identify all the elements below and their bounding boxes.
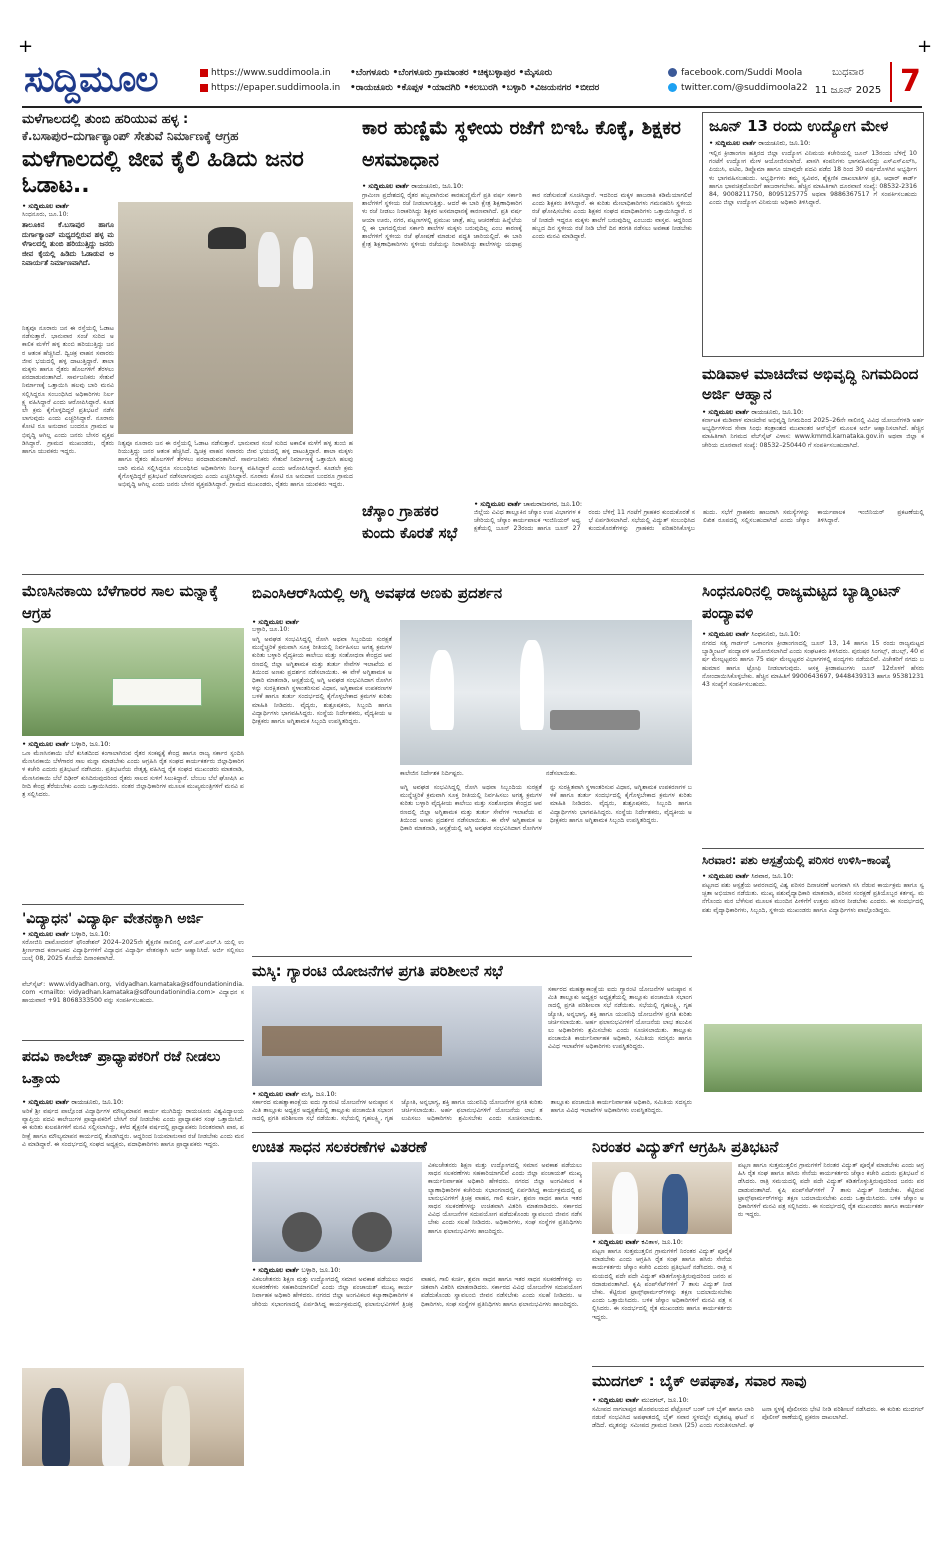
article-body-cont: ಅಗ್ನಿ ಅವಘಡ ಸಂಭವಿಸಿದ್ದಲ್ಲಿ ರೋಗಿ ಅಥವಾ ಸಿಬ್ಬಂದಿಯ ಸುರಕ್ಷತೆ ಮುನ್ನೆಚ್ಚರಿಕೆ ಕ್ರಮವಾಗಿ ಸೂಕ್ತ ರೀತಿಯಲ್ಲಿ ನಿರ್ವಹಿಸಲು ಅಗತ್ಯ ಕ್ರಮಗಳ ಕುರಿತು ಬಳ್ಳಾರಿ ವೈದ್ಯಕೀಯ ಕಾಲೇಜು ಮತ್ತು ಸಂಶೋಧನಾ ಕೇಂದ್ರದ ಆವರಣದಲ್ಲಿ ಜಿಲ್ಲಾ ಅಗ್ನಿಶಾಮಕ ಮತ್ತು ತುರ್ತು ಸೇವೆಗಳ ಇಲಾಖೆಯ ವತಿಯಿಂದ ಅಣಕು ಪ್ರದರ್ಶನ ನಡೆಸಲಾಯಿತು. ಈ ವೇಳೆ ಅಗ್ನಿಶಾಮಕ ಅಧಿಕಾರಿ ಮಾತನಾಡಿ, ಆಸ್ಪತ್ರೆಯಲ್ಲಿ ಅಗ್ನಿ ಅವಘಡ ಸಂಭವಿಸಿದಾಗ ರೋಗಿಗಳನ್ನು ಸುರಕ್ಷಿತವಾಗಿ ಸ್ಥಳಾಂತರಿಸುವ ವಿಧಾನ, ಅಗ್ನಿಶಾಮಕ ಉಪಕರಣಗಳ ಬಳಕೆ ಹಾಗೂ ತುರ್ತು ಸಂದರ್ಭದಲ್ಲಿ ಕೈಗೊಳ್ಳಬೇಕಾದ ಕ್ರಮಗಳ ಕುರಿತು ಮಾಹಿತಿ ನೀಡಿದರು. ವೈದ್ಯರು, ಶುಶ್ರೂಷಕರು, ಸಿಬ್ಬಂದಿ ಹಾಗೂ ವಿದ್ಯಾರ್ಥಿಗಳು ಭಾಗವಹಿಸಿದ್ದರು. ಸಂಸ್ಥೆಯ ನಿರ್ದೇಶಕರು, ವೈದ್ಯಕೀಯ ಅಧೀಕ್ಷಕರು ಹಾಗೂ ಅಗ್ನಿಶಾಮಕ ಸಿಬ್ಬಂದಿ ಉಪಸ್ಥಿತರಿದ್ದರು.: [400, 784, 692, 833]
memorandum-photo: [22, 1368, 244, 1466]
byline: • ಸುದ್ದಿಮೂಲ ವಾರ್ತೆ ರಾಯಚೂರು, ಜೂ.10:: [22, 1098, 124, 1106]
section-divider: [702, 848, 924, 849]
electricity-protest-photo: [592, 1162, 732, 1234]
person-figure: [258, 232, 280, 287]
epaper-link[interactable]: https://epaper.suddimoola.in: [200, 81, 340, 96]
section-divider: [22, 574, 924, 575]
article-body: ಗ್ರಾಮೀಣ ಪ್ರದೇಶದಲ್ಲಿ ರೈತರ ಹಬ್ಬವಾಗಿರುವ ಕಾರಹುಣ್ಣಿಮೆಗೆ ಪ್ರತಿ ವರ್ಷ ಸರ್ಕಾರಿ ಶಾಲೆಗಳಿಗೆ ಸ್ಥಳೀಯ ರಜೆ ನೀಡಲಾಗುತ್ತಿತ್ತು. ಆದರೆ ಈ ಬಾರಿ ಕ್ಷೇತ್ರ ಶಿಕ್ಷಣಾಧಿಕಾರಿಗಳು ರಜೆ ನೀಡಲು ನಿರಾಕರಿಸಿದ್ದು ಶಿಕ್ಷಕರ ಅಸಮಾಧಾನಕ್ಕೆ ಕಾರಣವಾಗಿದೆ. ಪ್ರತಿ ವರ್ಷ ಆಯಾ ಊರು, ನಗರ, ಪಟ್ಟಣಗಳಲ್ಲಿ ಪ್ರಮುಖ ಜಾತ್ರೆ, ಹಬ್ಬ ಆಚರಣೆಯ ಹಿನ್ನೆಲೆಯಲ್ಲಿ ಈ ಭಾಗದಲ್ಲಿರುವ ಸರ್ಕಾರಿ ಶಾಲೆಗಳ ಮಕ್ಕಳು ಬರುವುದಿಲ್ಲ ಎಂಬ ಕಾರಣಕ್ಕೆ ಶಾಲೆಗಳಿಗೆ ಸ್ಥಳೀಯ ರಜೆ ಘೋಷಣೆ ಮಾಡುವ ಪದ್ಧತಿ ಜಾರಿಯಲ್ಲಿದೆ. ಈ ಬಾರಿ ಕ್ಷೇತ್ರ ಶಿಕ್ಷಣಾಧಿಕಾರಿಗಳು ಸ್ಥಳೀಯ ರಜೆಯನ್ನು ನಿರಾಕರಿಸಿದ್ದು ಶಾಲೆಗಳನ್ನು ಯಥಾಪ್ರಕಾರ ನಡೆಸುವಂತೆ ಸೂಚಿಸಿದ್ದಾರೆ. ಇದರಿಂದ ಮಕ್ಕಳ ಹಾಜರಾತಿ ಕಡಿಮೆಯಾಗಲಿದೆ ಎಂದು ಶಿಕ್ಷಕರು ತಿಳಿಸಿದ್ದಾರೆ. ಈ ಕುರಿತು ಮೇಲಾಧಿಕಾರಿಗಳು ಗಮನಹರಿಸಿ ಸ್ಥಳೀಯ ರಜೆ ಘೋಷಿಸಬೇಕು ಎಂದು ಶಿಕ್ಷಕರ ಸಂಘದ ಪದಾಧಿಕಾರಿಗಳು ಒತ್ತಾಯಿಸಿದ್ದಾರೆ. ರಜೆ ನೀಡದೇ ಇದ್ದರೂ ಮಕ್ಕಳು ಶಾಲೆಗೆ ಬರುವುದಿಲ್ಲ ಎಂಬುದು ವಾಸ್ತವ. ಆದ್ದರಿಂದ ಹಬ್ಬದ ದಿನ ಸ್ಥಳೀಯ ರಜೆ ನೀಡಿ ಬೇರೆ ದಿನ ತರಗತಿ ನಡೆಸಲು ಅವಕಾಶ ನೀಡಬೇಕು ಎಂದು ಮನವಿ ಮಾಡಿದ್ದಾರೆ.: [362, 192, 692, 249]
byline: • ಸುದ್ದಿಮೂಲ ವಾರ್ತೆ ಬಳ್ಳಾರಿ, ಜೂ.10:: [252, 1266, 341, 1274]
article-title: ಬಿಎಂಸಿಆರ್‌ಸಿಯಲ್ಲಿ ಅಗ್ನಿ ಅವಘಡ ಅಣಕು ಪ್ರದರ್ಶನ: [252, 584, 503, 602]
article-title: ಪದವಿ ಕಾಲೇಜ್ ಪ್ರಾಧ್ಯಾಪಕರಿಗೆ ರಜೆ ನೀಡಲು ಒತ್ತಾಯ: [22, 1049, 221, 1087]
person-figure: [42, 1388, 70, 1466]
crop-mark-top-left: +: [18, 36, 34, 57]
facebook-icon: [668, 68, 677, 77]
byline: • ಸುದ್ದಿಮೂಲ ವಾರ್ತೆ: [252, 618, 300, 626]
byline: • ಸುದ್ದಿಮೂಲ ವಾರ್ತೆ ಬಳ್ಳಾರಿ, ಜೂ.10:: [22, 740, 111, 748]
section-divider: [252, 1132, 924, 1133]
byline: • ಸುದ್ದಿಮೂಲ ವಾರ್ತೆ ಮಸ್ಕಿ, ಜೂ.10:: [252, 1090, 337, 1098]
facebook-link[interactable]: facebook.com/Suddi Moola: [668, 66, 808, 81]
nurse-figure: [430, 650, 454, 730]
motorbike-figure: [208, 227, 246, 249]
banner: [112, 678, 202, 706]
article-accident: [592, 1370, 924, 1392]
section-divider: [592, 1366, 924, 1367]
article-cescom: [362, 500, 924, 568]
article-body: ನಗರದ ಸತ್ಯ ಗಾರ್ಡನ್ ಒಳಾಂಗಣ ಕ್ರೀಡಾಂಗಣದಲ್ಲಿ ಜೂನ್ 13, 14 ಹಾಗೂ 15 ರಂದು ರಾಜ್ಯಮಟ್ಟದ ಬ್ಯಾಡ್ಮಿಂಟನ್ ಪಂದ್ಯಾವಳಿ ಆಯೋಜಿಸಲಾಗಿದೆ ಎಂದು ಸಂಘಟಕರು ತಿಳಿಸಿದರು. ಪುರುಷರ ಸಿಂಗಲ್ಸ್, ಡಬಲ್ಸ್, 40 ವರ್ಷ ಮೇಲ್ಪಟ್ಟವರು ಹಾಗೂ 75 ವರ್ಷ ಮೇಲ್ಪಟ್ಟವರ ವಿಭಾಗಗಳಲ್ಲಿ ಪಂದ್ಯಗಳು ನಡೆಯಲಿವೆ. ವಿಜೇತರಿಗೆ ನಗದು ಬಹುಮಾನ ಹಾಗೂ ಟ್ರೋಫಿ ನೀಡಲಾಗುವುದು. ಆಸಕ್ತ ಕ್ರೀಡಾಪಟುಗಳು ಜೂನ್ 12ರೊಳಗೆ ಹೆಸರು ನೋಂದಾಯಿಸಿಕೊಳ್ಳಬೇಕು. ಹೆಚ್ಚಿನ ಮಾಹಿತಿಗೆ 9900643697, 9448439313 ಹಾಗೂ 9538123143 ಸಂಖ್ಯೆಗೆ ಸಂಪರ್ಕಿಸಬಹುದು.: [702, 640, 924, 689]
arrow-icon: [200, 84, 208, 92]
byline: • ಸುದ್ದಿಮೂಲ ವಾರ್ತೆ ರಾಯಚೂರು, ಜೂ.10:: [702, 408, 804, 416]
article-body: ಪಟ್ಟಣದ ಪಶು ಆಸ್ಪತ್ರೆಯ ಆವರಣದಲ್ಲಿ ವಿಶ್ವ ಪರಿಸರ ದಿನಾಚರಣೆ ಅಂಗವಾಗಿ ಸಸಿ ನೆಡುವ ಕಾರ್ಯಕ್ರಮ ಹಾಗೂ ಸ್ವಚ್ಛತಾ ಅಭಿಯಾನ ನಡೆಯಿತು. ಮುಖ್ಯ ಪಶುವೈದ್ಯಾಧಿಕಾರಿ ಮಾತನಾಡಿ, ಪರಿಸರ ಸಂರಕ್ಷಣೆ ಪ್ರತಿಯೊಬ್ಬರ ಕರ್ತವ್ಯ. ಮನೆಗೊಂದು ಮರ ಬೆಳೆಸುವ ಮೂಲಕ ಮುಂದಿನ ಪೀಳಿಗೆಗೆ ಉತ್ತಮ ಪರಿಸರ ನೀಡಬೇಕು ಎಂದರು. ಈ ಸಂದರ್ಭದಲ್ಲಿ ಪಶು ವೈದ್ಯಾಧಿಕಾರಿಗಳು, ಸಿಬ್ಬಂದಿ, ಸ್ಥಳೀಯ ಮುಖಂಡರು ಹಾಗೂ ವಿದ್ಯಾರ್ಥಿಗಳು ಪಾಲ್ಗೊಂಡಿದ್ದರು.: [702, 882, 924, 914]
protest-photo: [22, 628, 244, 736]
byline: • ಸುದ್ದಿಮೂಲ ವಾರ್ತೆ: [22, 202, 70, 210]
article-body-bottom: ನಿತ್ಯವೂ ನೂರಾರು ಜನ ಈ ರಸ್ತೆಯಲ್ಲಿ ಓಡಾಟ ನಡೆಸುತ್ತಾರೆ. ಭಾನುವಾರ ಸಂಜೆ ಸುರಿದ ಅಕಾಲಿಕ ಮಳೆಗೆ ಹಳ್ಳ ತುಂಬಿ ಹರಿಯುತ್ತಿದ್ದು ಜನರ ಆತಂಕ ಹೆಚ್ಚಿಸಿದೆ. ದ್ವಿಚಕ್ರ ವಾಹನ ಸವಾರರು ಜೀವ ಭಯದಲ್ಲಿ ಹಳ್ಳ ದಾಟುತ್ತಿದ್ದಾರೆ. ಶಾಲಾ ಮಕ್ಕಳು ಹಾಗೂ ರೈತರು ಹೊಲಗಳಿಗೆ ತೆರಳಲು ಪರದಾಡುವಂತಾಗಿದೆ. ಸಾರ್ವಜನಿಕರು ಸೇತುವೆ ನಿರ್ಮಾಣಕ್ಕೆ ಒತ್ತಾಯಿಸಿ ಹಲವು ಬಾರಿ ಮನವಿ ಸಲ್ಲಿಸಿದ್ದರೂ ಸಂಬಂಧಿಸಿದ ಅಧಿಕಾರಿಗಳು ನಿರ್ಲಕ್ಷ್ಯ ವಹಿಸಿದ್ದಾರೆ ಎಂದು ಆರೋಪಿಸಿದ್ದಾರೆ. ಕೂಡಲೇ ಕ್ರಮ ಕೈಗೊಳ್ಳದಿದ್ದರೆ ಪ್ರತಿಭಟನೆ ನಡೆಸಲಾಗುವುದು ಎಂದು ಎಚ್ಚರಿಸಿದ್ದಾರೆ. ನೂರಾರು ಕೋಟಿ ರೂ ಅನುದಾನ ಬಂದರೂ ಗ್ರಾಮದ ಅಭಿವೃದ್ಧಿ ಆಗಿಲ್ಲ ಎಂದು ಜನರು ಬೇಸರ ವ್ಯಕ್ತಪಡಿಸಿದ್ದಾರೆ. ಗ್ರಾಮದ ಮುಖಂಡರು, ರೈತರು ಹಾಗೂ ಯುವಕರು ಇದ್ದರು.: [118, 440, 353, 489]
article-body: ಸರೋಜಿನಿ ದಾಮೋದರನ್ ಫೌಂಡೇಶನ್ 2024–2025ನೇ ಶೈಕ್ಷಣಿಕ ಸಾಲಿನಲ್ಲಿ ಎಸ್.ಎಸ್.ಎಲ್.ಸಿ ಯಲ್ಲಿ ಉತ್ತೀರ್ಣರಾದ ಕರ್ನಾಟಕದ ವಿದ್ಯಾರ್ಥಿಗಳಿಗೆ ವಿದ್ಯಾಧನ ವಿದ್ಯಾರ್ಥಿ ವೇತನಕ್ಕಾಗಿ ಅರ್ಜಿ ಆಹ್ವಾನಿಸಿದೆ. ಅರ್ಜಿ ಸಲ್ಲಿಸಲು ಜುಲೈ 08, 2025 ಕೊನೆಯ ದಿನಾಂಕವಾಗಿದೆ.: [22, 939, 244, 963]
byline: • ಸುದ್ದಿಮೂಲ ವಾರ್ತೆ ಮುದಗಲ್, ಜೂ.10:: [592, 1396, 689, 1404]
byline: • ಸುದ್ದಿಮೂಲ ವಾರ್ತೆ ಚಾಮರಾಜನಗರ, ಜೂ.10:: [474, 500, 583, 508]
website-link[interactable]: https://www.suddimoola.in: [200, 66, 340, 81]
twitter-link[interactable]: twitter.com/@suddimoola22: [668, 81, 808, 96]
article-title: ಮಸ್ಕಿ: ಗ್ಯಾರಂಟಿ ಯೋಜನೆಗಳ ಪ್ರಗತಿ ಪರಿಶೀಲನೆ ಸಭೆ: [252, 962, 503, 980]
article-maski: [252, 960, 692, 982]
article-madivala: [702, 364, 924, 492]
flood-photo: [118, 202, 353, 434]
article-siravara: [702, 852, 924, 868]
wheelchair: [282, 1212, 322, 1252]
section-divider: [22, 904, 244, 905]
article-title: ಮಡಿವಾಳ ಮಾಚಿದೇವ ಅಭಿವೃದ್ಧಿ ನಿಗಮದಿಂದ ಅರ್ಜಿ ಆಹ್ವಾನ: [702, 365, 919, 403]
article-title: ಜೂನ್ 13 ರಂದು ಉದ್ಯೋಗ ಮೇಳ: [709, 117, 889, 135]
photo-caption-2: ನಡೆಸಲಾಯಿತು.: [546, 770, 577, 777]
article-body-cont: ಸರ್ಕಾರದ ಮಹತ್ವಾಕಾಂಕ್ಷೆಯ ಐದು ಗ್ಯಾರಂಟಿ ಯೋಜನೆಗಳ ಅನುಷ್ಠಾನ ಸಮಿತಿ ತಾಲ್ಲೂಕು ಅಧ್ಯಕ್ಷರ ಅಧ್ಯಕ್ಷತೆಯಲ್ಲಿ ತಾಲ್ಲೂಕು ಪಂಚಾಯಿತಿ ಸಭಾಂಗಣದಲ್ಲಿ ಪ್ರಗತಿ ಪರಿಶೀಲನಾ ಸಭೆ ನಡೆಯಿತು. ಸಭೆಯಲ್ಲಿ ಗೃಹಲಕ್ಷ್ಮಿ, ಗೃಹಜ್ಯೋತಿ, ಅನ್ನಭಾಗ್ಯ, ಶಕ್ತಿ ಹಾಗೂ ಯುವನಿಧಿ ಯೋಜನೆಗಳ ಪ್ರಗತಿ ಕುರಿತು ಚರ್ಚಿಸಲಾಯಿತು. ಅರ್ಹ ಫಲಾನುಭವಿಗಳಿಗೆ ಯೋಜನೆಯ ಲಾಭ ತಲುಪಿಸಲು ಅಧಿಕಾರಿಗಳು ಶ್ರಮಿಸಬೇಕು ಎಂದು ಸೂಚಿಸಲಾಯಿತು. ತಾಲ್ಲೂಕು ಪಂಚಾಯಿತಿ ಕಾರ್ಯನಿರ್ವಾಹಕ ಅಧಿಕಾರಿ, ಸಮಿತಿಯ ಸದಸ್ಯರು ಹಾಗೂ ವಿವಿಧ ಇಲಾಖೆಗಳ ಅಧಿಕಾರಿಗಳು ಉಪಸ್ಥಿತರಿದ್ದರು.: [252, 1099, 692, 1123]
article-electricity: [592, 1136, 924, 1158]
issue-date: 11 ಜೂನ್ 2025: [814, 85, 882, 96]
cities-line-2: •ರಾಯಚೂರು •ಕೊಪ್ಪಳ •ಯಾದಗಿರಿ •ಕಲಬುರಗಿ •ಬಳ್ಳಾರಿ •ವಿಜಯನಗರ •ಬೀದರ: [350, 83, 600, 93]
meeting-photo: [252, 986, 542, 1086]
byline: • ಸುದ್ದಿಮೂಲ ವಾರ್ತೆ ರಾಯಚೂರು, ಜೂ.10:: [362, 182, 464, 190]
byline: • ಸುದ್ದಿಮೂಲ ವಾರ್ತೆ ಬಳ್ಳಾರಿ, ಜೂ.10:: [22, 930, 111, 938]
article-body-cont: ಪಟ್ಟಣ ಹಾಗೂ ಸುತ್ತಮುತ್ತಲಿನ ಗ್ರಾಮಗಳಿಗೆ ನಿರಂತರ ವಿದ್ಯುತ್ ಪೂರೈಕೆ ಮಾಡಬೇಕು ಎಂದು ಆಗ್ರಹಿಸಿ ರೈತ ಸಂಘ ಹಾಗೂ ಹಸಿರು ಸೇನೆಯ ಕಾರ್ಯಕರ್ತರು ಜೆಸ್ಕಾಂ ಕಚೇರಿ ಎದುರು ಪ್ರತಿಭಟನೆ ನಡೆಸಿದರು. ರಾತ್ರಿ ಸಮಯದಲ್ಲಿ ಪದೇ ಪದೇ ವಿದ್ಯುತ್ ಕಡಿತಗೊಳ್ಳುತ್ತಿರುವುದರಿಂದ ಜನರು ಪರದಾಡುವಂತಾಗಿದೆ. ಕೃಷಿ ಪಂಪ್‌ಸೆಟ್‌ಗಳಿಗೆ 7 ತಾಸು ವಿದ್ಯುತ್ ನೀಡಬೇಕು. ಕೆಟ್ಟಿರುವ ಟ್ರಾನ್ಸ್‌ಫಾರ್ಮರ್‌ಗಳನ್ನು ತಕ್ಷಣ ಬದಲಾಯಿಸಬೇಕು ಎಂದು ಒತ್ತಾಯಿಸಿದರು. ಬಳಿಕ ಜೆಸ್ಕಾಂ ಅಧಿಕಾರಿಗಳಿಗೆ ಮನವಿ ಪತ್ರ ಸಲ್ಲಿಸಿದರು. ಈ ಸಂದರ್ಭದಲ್ಲಿ ರೈತ ಮುಖಂಡರು ಹಾಗೂ ಕಾರ್ಯಕರ್ತರು ಇದ್ದರು.: [592, 1248, 732, 1321]
article-body: ಸರ್ಕಾರದ ಮಹತ್ವಾಕಾಂಕ್ಷೆಯ ಐದು ಗ್ಯಾರಂಟಿ ಯೋಜನೆಗಳ ಅನುಷ್ಠಾನ ಸಮಿತಿ ತಾಲ್ಲೂಕು ಅಧ್ಯಕ್ಷರ ಅಧ್ಯಕ್ಷತೆಯಲ್ಲಿ ತಾಲ್ಲೂಕು ಪಂಚಾಯಿತಿ ಸಭಾಂಗಣದಲ್ಲಿ ಪ್ರಗತಿ ಪರಿಶೀಲನಾ ಸಭೆ ನಡೆಯಿತು. ಸಭೆಯಲ್ಲಿ ಗೃಹಲಕ್ಷ್ಮಿ, ಗೃಹಜ್ಯೋತಿ, ಅನ್ನಭಾಗ್ಯ, ಶಕ್ತಿ ಹಾಗೂ ಯುವನಿಧಿ ಯೋಜನೆಗಳ ಪ್ರಗತಿ ಕುರಿತು ಚರ್ಚಿಸಲಾಯಿತು. ಅರ್ಹ ಫಲಾನುಭವಿಗಳಿಗೆ ಯೋಜನೆಯ ಲಾಭ ತಲುಪಿಸಲು ಅಧಿಕಾರಿಗಳು ಶ್ರಮಿಸಬೇಕು ಎಂದು ಸೂಚಿಸಲಾಯಿತು. ತಾಲ್ಲೂಕು ಪಂಚಾಯಿತಿ ಕಾರ್ಯನಿರ್ವಾಹಕ ಅಧಿಕಾರಿ, ಸಮಿತಿಯ ಸದಸ್ಯರು ಹಾಗೂ ವಿವಿಧ ಇಲಾಖೆಗಳ ಅಧಿಕಾರಿಗಳು ಉಪಸ್ಥಿತರಿದ್ದರು.: [548, 986, 692, 1051]
article-body: ಅರಿಕೆ ಶ್ರೀ ವರ್ಷದ ಪಾಲ್ಗೊಂಡ ವಿದ್ಯಾರ್ಥಿಗಳ ಮೌಲ್ಯಮಾಪನ ಕಾರ್ಯ ಮುಗಿದಿದ್ದು ರಾಯಚೂರು ವಿಶ್ವವಿದ್ಯಾಲಯ ವ್ಯಾಪ್ತಿಯ ಪದವಿ ಕಾಲೇಜುಗಳ ಪ್ರಾಧ್ಯಾಪಕರಿಗೆ ಬೇಸಿಗೆ ರಜೆ ನೀಡಬೇಕು ಎಂದು ಪ್ರಾಧ್ಯಾಪಕರ ಸಂಘ ಒತ್ತಾಯಿಸಿದೆ. ಈ ಕುರಿತು ಕುಲಪತಿಗಳಿಗೆ ಮನವಿ ಸಲ್ಲಿಸಲಾಗಿದ್ದು, ಕಳೆದ ಶೈಕ್ಷಣಿಕ ವರ್ಷದಲ್ಲಿ ಪ್ರಾಧ್ಯಾಪಕರು ನಿರಂತರವಾಗಿ ಪಾಠ, ಪರೀಕ್ಷೆ ಹಾಗೂ ಮೌಲ್ಯಮಾಪನ ಕಾರ್ಯದಲ್ಲಿ ತೊಡಗಿದ್ದರು. ಆದ್ದರಿಂದ ನಿಯಮಾನುಸಾರ ರಜೆ ನೀಡಬೇಕು ಎಂದು ಮನವಿ ಮಾಡಿದ್ದಾರೆ. ಈ ಸಂದರ್ಭದಲ್ಲಿ ಸಂಘದ ಅಧ್ಯಕ್ಷರು, ಪದಾಧಿಕಾರಿಗಳು ಹಾಗೂ ಪ್ರಾಧ್ಯಾಪಕರು ಇದ್ದರು.: [22, 1108, 244, 1148]
masthead-rule: [22, 106, 922, 108]
article-vidyadhan: [22, 908, 244, 1015]
wheelchair: [352, 1212, 392, 1252]
article-body: ಜಿಲ್ಲೆಯ ವಿವಿಧ ತಾಲ್ಲೂಕಿನ ಚೆಸ್ಕಾಂ ಉಪ ವಿಭಾಗಗಳ ಕಚೇರಿಯಲ್ಲಿ ಚೆಸ್ಕಾಂ ಕಾರ್ಯಪಾಲಕ ಇಂಜಿನಿಯರ್ ಅಧ್ಯಕ್ಷತೆಯಲ್ಲಿ ಜೂನ್ 23ರಂದು ಹಾಗೂ ಜೂನ್ 27ರಂದು ಬೆಳಿಗ್ಗೆ 11 ಗಂಟೆಗೆ ಗ್ರಾಹಕರ ಕುಂದುಕೊರತೆ ಸಭೆ ಏರ್ಪಡಿಸಲಾಗಿದೆ. ಸಭೆಯಲ್ಲಿ ವಿದ್ಯುತ್ ಸಂಬಂಧಿಸಿದ ಕುಂದುಕೊರತೆಗಳನ್ನು ಗ್ರಾಹಕರು ಪರಿಹರಿಸಿಕೊಳ್ಳಬಹುದು. ಸಭೆಗೆ ಗ್ರಾಹಕರು ಹಾಜರಾಗಿ ಸಮಸ್ಯೆಗಳನ್ನು ಲಿಖಿತ ರೂಪದಲ್ಲಿ ಸಲ್ಲಿಸಬಹುದಾಗಿದೆ ಎಂದು ಚೆಸ್ಕಾಂ ಕಾರ್ಯಪಾಲಕ ಇಂಜಿನಿಯರ್ ಪ್ರಕಟಣೆಯಲ್ಲಿ ತಿಳಿಸಿದ್ದಾರೆ.: [474, 509, 924, 533]
contact-info: ವೆಬ್‌ಸೈಟ್: www.vidyadhan.org, vidyadhan.kamataka@sdfoundationindia.com <mailto: vidyadhan.kamataka@sdfoundationindia.com> ವಿದ್ಯಾಧನ ಸಹಾಯವಾಣಿ +91 8068333500 ವನ್ನು ಸಂಪರ್ಕಿಸಬಹುದು.: [22, 981, 244, 1005]
article-lead: ತಾಲೂಕಿನ ಕೆ.ಬಸಾಪುರ ಹಾಗೂ ದುರ್ಗಾಕ್ಯಾಂಪ್ ಮಧ್ಯದಲ್ಲಿರುವ ಹಳ್ಳ ಮಳೆಗಾಲದಲ್ಲಿ ತುಂಬಿ ಹರಿಯುತ್ತಿದ್ದು ಜನರು ಜೀವ ಕೈಯಲ್ಲಿ ಹಿಡಿದು ಓಡಾಡುವ ಅನಿವಾರ್ಯತೆ ನಿರ್ಮಾಣವಾಗಿದೆ.: [22, 221, 114, 267]
byline: • ಸುದ್ದಿಮೂಲ ವಾರ್ತೆ ಕವಿತಾಳ, ಜೂ.10:: [592, 1238, 683, 1246]
arrow-icon: [200, 69, 208, 77]
nurse-figure: [520, 640, 544, 730]
masthead-cities: [350, 66, 599, 96]
dateline: ಬಳ್ಳಾರಿ, ಜೂ.10:: [252, 626, 290, 633]
person-figure: [293, 237, 313, 289]
date-box: [808, 64, 888, 100]
article-kicker-2: ಕೆ.ಬಸಾಪುರ–ದುರ್ಗಾಕ್ಯಾಂಪ್ ಸೇತುವೆ ನಿರ್ಮಾಣಕ್ಕೆ ಆಗ್ರಹ: [22, 128, 239, 143]
twitter-icon: [668, 83, 677, 92]
masthead-logo: ಸುದ್ದಿಮೂಲ: [24, 59, 158, 100]
crop-mark-top-right: +: [917, 36, 933, 57]
article-body: ಅಗ್ನಿ ಅವಘಡ ಸಂಭವಿಸಿದ್ದಲ್ಲಿ ರೋಗಿ ಅಥವಾ ಸಿಬ್ಬಂದಿಯ ಸುರಕ್ಷತೆ ಮುನ್ನೆಚ್ಚರಿಕೆ ಕ್ರಮವಾಗಿ ಸೂಕ್ತ ರೀತಿಯಲ್ಲಿ ನಿರ್ವಹಿಸಲು ಅಗತ್ಯ ಕ್ರಮಗಳ ಕುರಿತು ಬಳ್ಳಾರಿ ವೈದ್ಯಕೀಯ ಕಾಲೇಜು ಮತ್ತು ಸಂಶೋಧನಾ ಕೇಂದ್ರದ ಆವರಣದಲ್ಲಿ ಜಿಲ್ಲಾ ಅಗ್ನಿಶಾಮಕ ಮತ್ತು ತುರ್ತು ಸೇವೆಗಳ ಇಲಾಖೆಯ ವತಿಯಿಂದ ಅಣಕು ಪ್ರದರ್ಶನ ನಡೆಸಲಾಯಿತು. ಈ ವೇಳೆ ಅಗ್ನಿಶಾಮಕ ಅಧಿಕಾರಿ ಮಾತನಾಡಿ, ಆಸ್ಪತ್ರೆಯಲ್ಲಿ ಅಗ್ನಿ ಅವಘಡ ಸಂಭವಿಸಿದಾಗ ರೋಗಿಗಳನ್ನು ಸುರಕ್ಷಿತವಾಗಿ ಸ್ಥಳಾಂತರಿಸುವ ವಿಧಾನ, ಅಗ್ನಿಶಾಮಕ ಉಪಕರಣಗಳ ಬಳಕೆ ಹಾಗೂ ತುರ್ತು ಸಂದರ್ಭದಲ್ಲಿ ಕೈಗೊಳ್ಳಬೇಕಾದ ಕ್ರಮಗಳ ಕುರಿತು ಮಾಹಿತಿ ನೀಡಿದರು. ವೈದ್ಯರು, ಶುಶ್ರೂಷಕರು, ಸಿಬ್ಬಂದಿ ಹಾಗೂ ವಿದ್ಯಾರ್ಥಿಗಳು ಭಾಗವಹಿಸಿದ್ದರು. ಸಂಸ್ಥೆಯ ನಿರ್ದೇಶಕರು, ವೈದ್ಯಕೀಯ ಅಧೀಕ್ಷಕರು ಹಾಗೂ ಅಗ್ನಿಶಾಮಕ ಸಿಬ್ಬಂದಿ ಉಪಸ್ಥಿತರಿದ್ದರು.: [252, 636, 392, 726]
article-body: ವಿಕಲಚೇತನರು ಶಿಕ್ಷಣ ಮತ್ತು ಉದ್ಯೋಗದಲ್ಲಿ ಸಮಾನ ಅವಕಾಶ ಪಡೆಯಲು ಸಾಧನ ಸಲಕರಣೆಗಳು ಸಹಕಾರಿಯಾಗಲಿವೆ ಎಂದು ಜಿಲ್ಲಾ ಪಂಚಾಯತ್ ಮುಖ್ಯ ಕಾರ್ಯನಿರ್ವಾಹಕ ಅಧಿಕಾರಿ ಹೇಳಿದರು. ನಗರದ ಜಿಲ್ಲಾ ಅಂಗವಿಕಲರ ಕಲ್ಯಾಣಾಧಿಕಾರಿಗಳ ಕಚೇರಿಯ ಸಭಾಂಗಣದಲ್ಲಿ ಏರ್ಪಡಿಸಿದ್ದ ಕಾರ್ಯಕ್ರಮದಲ್ಲಿ ಫಲಾನುಭವಿಗಳಿಗೆ ತ್ರಿಚಕ್ರ ವಾಹನ, ಗಾಲಿ ಕುರ್ಚಿ, ಶ್ರವಣ ಸಾಧನ ಹಾಗೂ ಇತರ ಸಾಧನ ಸಲಕರಣೆಗಳನ್ನು ಉಚಿತವಾಗಿ ವಿತರಿಸಿ ಮಾತನಾಡಿದರು. ಸರ್ಕಾರದ ವಿವಿಧ ಯೋಜನೆಗಳ ಸದುಪಯೋಗ ಪಡೆದುಕೊಂಡು ಸ್ವಾವಲಂಬಿ ಜೀವನ ನಡೆಸಬೇಕು ಎಂದು ಸಲಹೆ ನೀಡಿದರು. ಅಧಿಕಾರಿಗಳು, ಸಂಘ ಸಂಸ್ಥೆಗಳ ಪ್ರತಿನಿಧಿಗಳು ಹಾಗೂ ಫಲಾನುಭವಿಗಳು ಹಾಜರಿದ್ದರು.: [428, 1162, 582, 1235]
article-body: ಕರ್ನಾಟಕ ಮಡಿವಾಳ ಮಾಚಿದೇವ ಅಭಿವೃದ್ಧಿ ನಿಗಮದಿಂದ 2025–26ನೇ ಸಾಲಿನಲ್ಲಿ ವಿವಿಧ ಯೋಜನೆಗಳಡಿ ಅರ್ಹ ಅಭ್ಯರ್ಥಿಗಳಿಂದ ಸೇವಾ ಸಿಂಧು ತಂತ್ರಾಂಶದ ಮುಖಾಂತರ ಆನ್‌ಲೈನ್ ಮೂಲಕ ಅರ್ಜಿ ಆಹ್ವಾನಿಸಲಾಗಿದೆ. ಹೆಚ್ಚಿನ ಮಾಹಿತಿಗಾಗಿ ನಿಗಮದ ವೆಬ್‌ಸೈಟ್ ವಿಳಾಸ: www.kmmd.karnataka.gov.in ಅಥವಾ ಜಿಲ್ಲಾ ಕಚೇರಿಯ ದೂರವಾಣಿ ಸಂಖ್ಯೆ: 08532–250440 ಗೆ ಸಂಪರ್ಕಿಸಬಹುದಾಗಿದೆ.: [702, 417, 924, 449]
social-links: [668, 66, 808, 96]
dateline: ಸಿಂಧನೂರು, ಜೂ.10:: [22, 211, 69, 218]
byline: • ಸುದ್ದಿಮೂಲ ವಾರ್ತೆ ಸಿಂಧನೂರು, ಜೂ.10:: [702, 630, 801, 638]
weekday: ಬುಧವಾರ: [832, 67, 864, 78]
cities-line-1: •ಬೆಂಗಳೂರು •ಬೆಂಗಳೂರು ಗ್ರಾಮಾಂತರ •ಚಿಕ್ಕಬಳ್ಳಾಪುರ •ಮೈಸೂರು: [350, 68, 553, 78]
section-divider: [252, 956, 692, 957]
photo-caption: ಕಾಲೇಜಿನ ನಿರ್ದೇಶಕ ನಿರ್ದಿಷ್ಟರು.: [400, 770, 464, 777]
article-holiday: [362, 112, 692, 176]
article-jobfair: [702, 112, 924, 357]
article-bmcrc: [252, 580, 692, 606]
person-figure: [612, 1172, 638, 1234]
article-body-cont: ವಿಕಲಚೇತನರು ಶಿಕ್ಷಣ ಮತ್ತು ಉದ್ಯೋಗದಲ್ಲಿ ಸಮಾನ ಅವಕಾಶ ಪಡೆಯಲು ಸಾಧನ ಸಲಕರಣೆಗಳು ಸಹಕಾರಿಯಾಗಲಿವೆ ಎಂದು ಜಿಲ್ಲಾ ಪಂಚಾಯತ್ ಮುಖ್ಯ ಕಾರ್ಯನಿರ್ವಾಹಕ ಅಧಿಕಾರಿ ಹೇಳಿದರು. ನಗರದ ಜಿಲ್ಲಾ ಅಂಗವಿಕಲರ ಕಲ್ಯಾಣಾಧಿಕಾರಿಗಳ ಕಚೇರಿಯ ಸಭಾಂಗಣದಲ್ಲಿ ಏರ್ಪಡಿಸಿದ್ದ ಕಾರ್ಯಕ್ರಮದಲ್ಲಿ ಫಲಾನುಭವಿಗಳಿಗೆ ತ್ರಿಚಕ್ರ ವಾಹನ, ಗಾಲಿ ಕುರ್ಚಿ, ಶ್ರವಣ ಸಾಧನ ಹಾಗೂ ಇತರ ಸಾಧನ ಸಲಕರಣೆಗಳನ್ನು ಉಚಿತವಾಗಿ ವಿತರಿಸಿ ಮಾತನಾಡಿದರು. ಸರ್ಕಾರದ ವಿವಿಧ ಯೋಜನೆಗಳ ಸದುಪಯೋಗ ಪಡೆದುಕೊಂಡು ಸ್ವಾವಲಂಬಿ ಜೀವನ ನಡೆಸಬೇಕು ಎಂದು ಸಲಹೆ ನೀಡಿದರು. ಅಧಿಕಾರಿಗಳು, ಸಂಘ ಸಂಸ್ಥೆಗಳ ಪ್ರತಿನಿಧಿಗಳು ಹಾಗೂ ಫಲಾನುಭವಿಗಳು ಹಾಜರಿದ್ದರು.: [252, 1276, 582, 1308]
section-divider: [22, 1040, 244, 1041]
article-title: ಕಾರ ಹುಣ್ಣಿಮೆ ಸ್ಥಳೀಯ ರಜೆಗೆ ಬಿಇಓ ಕೊಕ್ಕೆ, ಶಿಕ್ಷಕರ ಅಸಮಾಧಾನ: [362, 117, 681, 171]
article-badminton: [702, 580, 924, 624]
article-body: ನಿತ್ಯವೂ ನೂರಾರು ಜನ ಈ ರಸ್ತೆಯಲ್ಲಿ ಓಡಾಟ ನಡೆಸುತ್ತಾರೆ. ಭಾನುವಾರ ಸಂಜೆ ಸುರಿದ ಅಕಾಲಿಕ ಮಳೆಗೆ ಹಳ್ಳ ತುಂಬಿ ಹರಿಯುತ್ತಿದ್ದು ಜನರ ಆತಂಕ ಹೆಚ್ಚಿಸಿದೆ. ದ್ವಿಚಕ್ರ ವಾಹನ ಸವಾರರು ಜೀವ ಭಯದಲ್ಲಿ ಹಳ್ಳ ದಾಟುತ್ತಿದ್ದಾರೆ. ಶಾಲಾ ಮಕ್ಕಳು ಹಾಗೂ ರೈತರು ಹೊಲಗಳಿಗೆ ತೆರಳಲು ಪರದಾಡುವಂತಾಗಿದೆ. ಸಾರ್ವಜನಿಕರು ಸೇತುವೆ ನಿರ್ಮಾಣಕ್ಕೆ ಒತ್ತಾಯಿಸಿ ಹಲವು ಬಾರಿ ಮನವಿ ಸಲ್ಲಿಸಿದ್ದರೂ ಸಂಬಂಧಿಸಿದ ಅಧಿಕಾರಿಗಳು ನಿರ್ಲಕ್ಷ್ಯ ವಹಿಸಿದ್ದಾರೆ ಎಂದು ಆರೋಪಿಸಿದ್ದಾರೆ. ಕೂಡಲೇ ಕ್ರಮ ಕೈಗೊಳ್ಳದಿದ್ದರೆ ಪ್ರತಿಭಟನೆ ನಡೆಸಲಾಗುವುದು ಎಂದು ಎಚ್ಚರಿಸಿದ್ದಾರೆ. ನೂರಾರು ಕೋಟಿ ರೂ ಅನುದಾನ ಬಂದರೂ ಗ್ರಾಮದ ಅಭಿವೃದ್ಧಿ ಆಗಿಲ್ಲ ಎಂದು ಜನರು ಬೇಸರ ವ್ಯಕ್ತಪಡಿಸಿದ್ದಾರೆ. ಗ್ರಾಮದ ಮುಖಂಡರು, ರೈತರು ಹಾಗೂ ಯುವಕರು ಇದ್ದರು.: [22, 325, 114, 456]
article-title: ಮಳೆಗಾಲದಲ್ಲಿ ಜೀವ ಕೈಲಿ ಹಿಡಿದು ಜನರ ಓಡಾಟ..: [22, 146, 304, 198]
tree-planting-photo: [704, 1024, 922, 1092]
article-title: ಉಚಿತ ಸಾಧನ ಸಲಕರಣೆಗಳ ವಿತರಣೆ: [252, 1138, 427, 1156]
meeting-table: [262, 1026, 442, 1056]
masthead-links: [200, 66, 340, 96]
article-chilli: [22, 580, 244, 624]
stretcher: [550, 710, 640, 730]
article-college: [22, 1046, 244, 1090]
person-figure: [162, 1386, 190, 1466]
article-body: ಇಲ್ಲಿನ ಕ್ರೀಡಾಂಗಣ ಹತ್ತಿರದ ಜಿಲ್ಲಾ ಉದ್ಯೋಗ ವಿನಿಮಯ ಕಚೇರಿಯಲ್ಲಿ ಜೂನ್ 13ರಂದು ಬೆಳಿಗ್ಗೆ 10 ಗಂಟೆಗೆ ಉದ್ಯೋಗ ಮೇಳ ಆಯೋಜಿಸಲಾಗಿದೆ. ಖಾಸಗಿ ಕಂಪನಿಗಳು ಭಾಗವಹಿಸಲಿದ್ದು ಎಸ್ಎಸ್ಎಲ್‌ಸಿ, ಪಿಯುಸಿ, ಐಟಿಐ, ಡಿಪ್ಲೊಮಾ ಹಾಗೂ ಯಾವುದೇ ಪದವಿ ಪಡೆದ 18 ರಿಂದ 30 ವರ್ಷದೊಳಗಿನ ಅಭ್ಯರ್ಥಿಗಳು ಭಾಗವಹಿಸಬಹುದು. ಅಭ್ಯರ್ಥಿಗಳು ತಮ್ಮ ಸ್ವವಿವರ, ಶೈಕ್ಷಣಿಕ ದಾಖಲಾತಿಗಳ ಪ್ರತಿ, ಆಧಾರ್ ಕಾರ್ಡ್ ಹಾಗೂ ಭಾವಚಿತ್ರದೊಂದಿಗೆ ಹಾಜರಾಗಬೇಕು. ಹೆಚ್ಚಿನ ಮಾಹಿತಿಗಾಗಿ ದೂರವಾಣಿ ಸಂಖ್ಯೆ: 08532-231684, 9008211750, 8095125775 ಅಥವಾ 9886367517 ಗೆ ಸಂಪರ್ಕಿಸಬಹುದು ಎಂದು ಜಿಲ್ಲಾ ಉದ್ಯೋಗ ವಿನಿಮಯ ಅಧಿಕಾರಿ ತಿಳಿಸಿದ್ದಾರೆ.: [709, 150, 917, 207]
article-body: ಪಟ್ಟಣ ಹಾಗೂ ಸುತ್ತಮುತ್ತಲಿನ ಗ್ರಾಮಗಳಿಗೆ ನಿರಂತರ ವಿದ್ಯುತ್ ಪೂರೈಕೆ ಮಾಡಬೇಕು ಎಂದು ಆಗ್ರಹಿಸಿ ರೈತ ಸಂಘ ಹಾಗೂ ಹಸಿರು ಸೇನೆಯ ಕಾರ್ಯಕರ್ತರು ಜೆಸ್ಕಾಂ ಕಚೇರಿ ಎದುರು ಪ್ರತಿಭಟನೆ ನಡೆಸಿದರು. ರಾತ್ರಿ ಸಮಯದಲ್ಲಿ ಪದೇ ಪದೇ ವಿದ್ಯುತ್ ಕಡಿತಗೊಳ್ಳುತ್ತಿರುವುದರಿಂದ ಜನರು ಪರದಾಡುವಂತಾಗಿದೆ. ಕೃಷಿ ಪಂಪ್‌ಸೆಟ್‌ಗಳಿಗೆ 7 ತಾಸು ವಿದ್ಯುತ್ ನೀಡಬೇಕು. ಕೆಟ್ಟಿರುವ ಟ್ರಾನ್ಸ್‌ಫಾರ್ಮರ್‌ಗಳನ್ನು ತಕ್ಷಣ ಬದಲಾಯಿಸಬೇಕು ಎಂದು ಒತ್ತಾಯಿಸಿದರು. ಬಳಿಕ ಜೆಸ್ಕಾಂ ಅಧಿಕಾರಿಗಳಿಗೆ ಮನವಿ ಪತ್ರ ಸಲ್ಲಿಸಿದರು. ಈ ಸಂದರ್ಭದಲ್ಲಿ ರೈತ ಮುಖಂಡರು ಹಾಗೂ ಕಾರ್ಯಕರ್ತರು ಇದ್ದರು.: [738, 1162, 924, 1219]
article-title: ಮುದಗಲ್ : ಬೈಕ್ ಅಪಘಾತ, ಸವಾರ ಸಾವು: [592, 1372, 807, 1390]
byline: • ಸುದ್ದಿಮೂಲ ವಾರ್ತೆ ಸಿರವಾರ, ಜೂ.10:: [702, 872, 794, 880]
article-title: 'ವಿದ್ಯಾಧನ' ವಿದ್ಯಾರ್ಥಿ ವೇತನಕ್ಕಾಗಿ ಅರ್ಜಿ: [22, 911, 204, 927]
article-title: ಚೆಸ್ಕಾಂ ಗ್ರಾಹಕರ ಕುಂದು ಕೊರತೆ ಸಭೆ: [362, 502, 458, 542]
wheelchair-distribution-photo: [252, 1162, 422, 1262]
article-body: ಸಮೀಪದ ನಾಗಲಾಪುರ ಹೊರವಲಯದ ಪೆಟ್ರೋಲ್ ಬಂಕ್ ಬಳಿ ಬೈಕ್ ಹಾಗೂ ಲಾರಿ ನಡುವೆ ಸಂಭವಿಸಿದ ಅಪಘಾತದಲ್ಲಿ ಬೈಕ್ ಸವಾರ ಸ್ಥಳದಲ್ಲೇ ಮೃತಪಟ್ಟ ಘಟನೆ ನಡೆದಿದೆ. ಮೃತನನ್ನು ಸಮೀಪದ ಗ್ರಾಮದ ನಿವಾಸಿ (25) ಎಂದು ಗುರುತಿಸಲಾಗಿದೆ. ಘಟನಾ ಸ್ಥಳಕ್ಕೆ ಪೊಲೀಸರು ಭೇಟಿ ನೀಡಿ ಪರಿಶೀಲನೆ ನಡೆಸಿದರು. ಈ ಕುರಿತು ಮುದಗಲ್ ಪೊಲೀಸ್ ಠಾಣೆಯಲ್ಲಿ ಪ್ರಕರಣ ದಾಖಲಾಗಿದೆ.: [592, 1406, 924, 1430]
article-title: ನಿರಂತರ ವಿದ್ಯುತ್‌ಗೆ ಆಗ್ರಹಿಸಿ ಪ್ರತಿಭಟನೆ: [592, 1138, 779, 1156]
article-kicker: ಮಳೆಗಾಲದಲ್ಲಿ ತುಂಬಿ ಹರಿಯುವ ಹಳ್ಳ :: [22, 112, 189, 127]
person-figure: [662, 1174, 688, 1234]
article-body: ಒಣ ಮೆಣಸಿನಕಾಯಿ ಬೆಲೆ ಕುಸಿತದಿಂದ ಕಂಗಾಲಾಗಿರುವ ರೈತರ ಸಂಕಷ್ಟಕ್ಕೆ ಕೇಂದ್ರ ಹಾಗೂ ರಾಜ್ಯ ಸರ್ಕಾರ ಸ್ಪಂದಿಸಿ ಮೆಣಸಿನಕಾಯಿ ಬೆಳೆಗಾರರ ಸಾಲ ಮನ್ನಾ ಮಾಡಬೇಕು ಎಂದು ಆಗ್ರಹಿಸಿ ರೈತ ಸಂಘದ ಕಾರ್ಯಕರ್ತರು ಜಿಲ್ಲಾಧಿಕಾರಿಗಳ ಕಚೇರಿ ಎದುರು ಪ್ರತಿಭಟನೆ ನಡೆಸಿದರು. ಪ್ರತಿಭಟನೆಯ ನೇತೃತ್ವ ವಹಿಸಿದ್ದ ರೈತ ಸಂಘದ ಮುಖಂಡರು ಮಾತನಾಡಿ, ಮೆಣಸಿನಕಾಯಿ ಬೆಲೆ ದಿಢೀರ್ ಕುಸಿದಿರುವುದರಿಂದ ರೈತರು ಸಾಲದ ಸುಳಿಗೆ ಸಿಲುಕಿದ್ದಾರೆ. ಬೆಂಬಲ ಬೆಲೆ ಘೋಷಿಸಿ ಖರೀದಿ ಕೇಂದ್ರ ತೆರೆಯಬೇಕು ಎಂದು ಒತ್ತಾಯಿಸಿದರು. ನಂತರ ಜಿಲ್ಲಾಧಿಕಾರಿಗಳ ಮೂಲಕ ಮುಖ್ಯಮಂತ್ರಿಗಳಿಗೆ ಮನವಿ ಪತ್ರ ಸಲ್ಲಿಸಿದರು.: [22, 750, 244, 799]
page-number: 7: [890, 62, 921, 102]
article-aids: [252, 1136, 582, 1158]
article-title: ಸಿಂಧನೂರಿನಲ್ಲಿ ರಾಜ್ಯಮಟ್ಟದ ಬ್ಯಾಡ್ಮಿಂಟನ್ ಪಂದ್ಯಾವಳಿ: [702, 582, 902, 622]
mock-drill-photo: [400, 620, 692, 765]
article-title: ಸಿರವಾರ: ಪಶು ಆಸ್ಪತ್ರೆಯಲ್ಲಿ ಪರಿಸರ ಉಳಿಸಿ–ಕಾಂಪೈ: [702, 853, 891, 867]
person-figure: [102, 1383, 130, 1466]
byline: • ಸುದ್ದಿಮೂಲ ವಾರ್ತೆ ರಾಯಚೂರು, ಜೂ.10:: [709, 139, 811, 147]
article-title: ಮೆಣಸಿನಕಾಯಿ ಬೆಳೆಗಾರರ ಸಾಲ ಮನ್ನಾಕ್ಕೆ ಆಗ್ರಹ: [22, 582, 219, 622]
